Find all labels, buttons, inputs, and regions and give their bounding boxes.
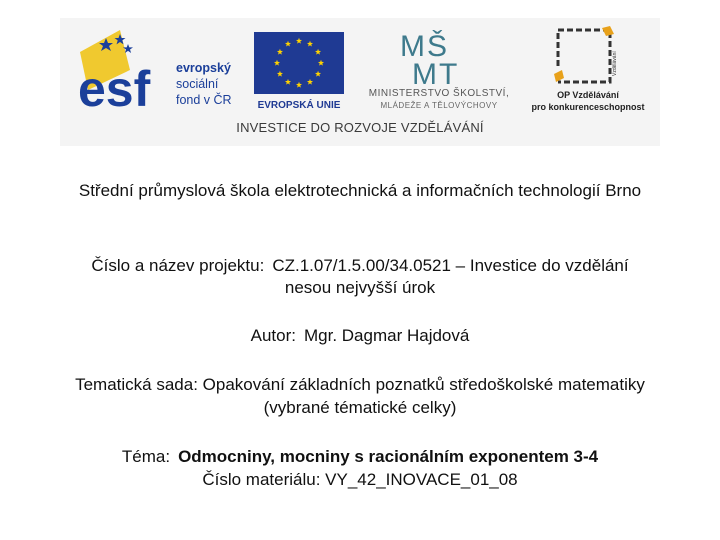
- author-line: [0, 325, 720, 347]
- msmt-line1: MINISTERSTVO ŠKOLSTVÍ,: [368, 88, 510, 99]
- op-side: Vzdělávání: [612, 51, 618, 76]
- project-line2: nesou nejvyšší úrok: [284, 278, 436, 297]
- eu-caption: EVROPSKÁ UNIE: [257, 100, 341, 111]
- project-value: CZ.1.07/1.5.00/34.0521 – Investice do vzdělání: [272, 256, 629, 275]
- topic-label: Téma:: [121, 447, 171, 466]
- material-number: Číslo materiálu: VY_42_INOVACE_01_08: [202, 470, 518, 489]
- eu-logo: [250, 30, 348, 112]
- project-line1: [0, 255, 720, 277]
- msmt-logo: [354, 28, 524, 112]
- op-line1: OP Vzdělávání: [557, 90, 619, 100]
- esf-line2: sociální: [176, 77, 219, 91]
- set-line2: (vybrané tématické celky): [263, 398, 457, 417]
- author-name: Mgr. Dagmar Hajdová: [304, 326, 470, 345]
- project-label: Číslo a název projektu:: [91, 256, 265, 275]
- msmt-mark-bottom: MT: [412, 58, 460, 91]
- set-line1: Tematická sada: Opakování základních poznatků středoškolské matematiky: [75, 375, 645, 394]
- msmt-mark-top: MŠ: [400, 30, 449, 63]
- school-name: Střední průmyslová škola elektrotechnická a informačních technologií Brno: [78, 181, 642, 200]
- esf-logo: [76, 26, 244, 112]
- esf-line1: evropský: [176, 61, 231, 75]
- author-label: Autor:: [250, 326, 296, 345]
- invest-banner: INVESTICE DO ROZVOJE VZDĚLÁVÁNÍ: [236, 120, 484, 135]
- esf-line3: fond v ČR: [176, 93, 232, 107]
- topic-value: Odmocniny, mocniny s racionálním exponentem 3-4: [178, 447, 599, 466]
- msmt-line2: MLÁDEŽE A TĚLOVÝCHOVY: [380, 101, 498, 110]
- topic-line: [0, 446, 720, 468]
- op-logo: [528, 26, 670, 116]
- esf-mark: esf: [78, 61, 151, 112]
- op-line2: pro konkurenceschopnost: [531, 102, 645, 112]
